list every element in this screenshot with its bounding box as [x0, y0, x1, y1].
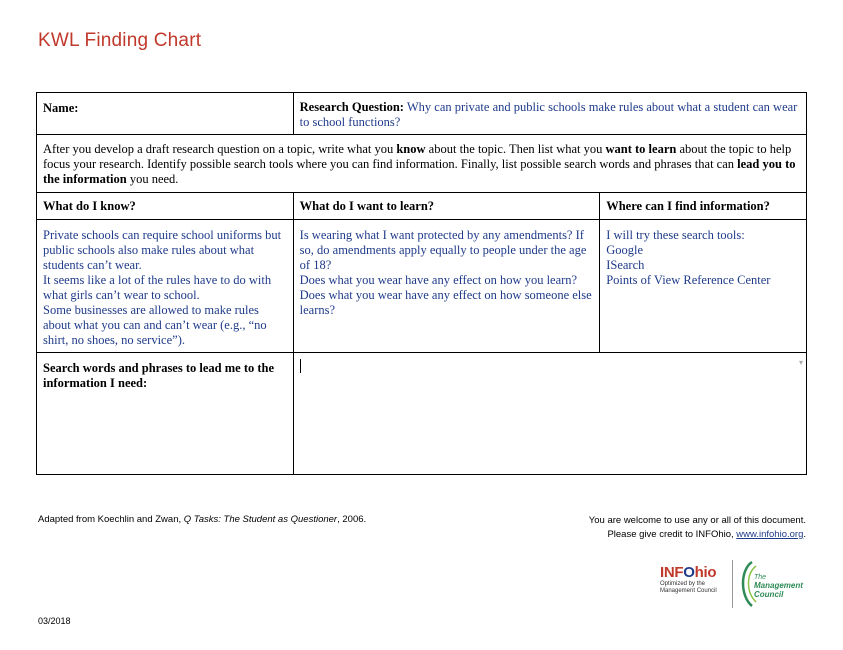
credit-period: .	[803, 529, 806, 540]
know-cell[interactable]	[37, 220, 294, 353]
kwl-table	[36, 92, 807, 475]
header-want	[293, 193, 600, 220]
instructions-bold-know: know	[396, 142, 426, 156]
where-line: Google	[606, 243, 644, 257]
name-label: Name:	[43, 101, 79, 115]
want-line: Is wearing what I want protected by any amendments? If so, do amendments apply equally to people under the age of 18?	[299, 228, 587, 272]
document-title: KWL Finding Chart	[38, 30, 202, 51]
infohio-word-o: O	[683, 564, 695, 581]
credit-text: Please give credit to INFOhio,	[607, 529, 737, 540]
mc-line-1: The	[754, 574, 767, 581]
know-line: It seems like a lot of the rules have to do with what girls can’t wear to school.	[43, 273, 272, 302]
research-question-cell[interactable]	[293, 93, 806, 135]
adapted-suffix: , 2006.	[337, 514, 367, 525]
welcome-text: You are welcome to use any or all of this document.	[588, 515, 806, 526]
usage-note	[589, 514, 806, 542]
instructions-row	[37, 135, 807, 193]
instructions-text-1: After you develop a draft research question on a topic, write what you	[43, 142, 397, 156]
header-row	[37, 93, 807, 135]
header-want-label: What do I want to learn?	[299, 199, 435, 213]
know-line: Private schools can require school uniforms but public schools also make rules about what students can’t wear.	[43, 228, 282, 272]
where-line: Points of View Reference Center	[606, 273, 771, 287]
infohio-logo	[660, 564, 730, 595]
want-line: Does what you wear have any effect on how someone else learns?	[299, 288, 592, 317]
where-cell[interactable]	[600, 220, 807, 353]
want-line: Does what you wear have any effect on how you learn?	[299, 273, 578, 287]
infohio-tagline-2: Management Council	[660, 588, 717, 594]
infohio-link[interactable]: www.infohio.org	[736, 529, 804, 540]
management-council-logo	[738, 560, 810, 608]
search-row	[37, 353, 807, 475]
search-label-cell	[37, 353, 294, 475]
where-line: ISearch	[606, 258, 645, 272]
column-headers-row	[37, 193, 807, 220]
instructions-bold-want: want to learn	[605, 142, 677, 156]
adapted-book-title: Q Tasks: The Student as Questioner	[183, 514, 338, 525]
infohio-tagline-1: Optimized by the	[660, 581, 706, 587]
mc-line-3: Council	[754, 590, 784, 599]
instructions-bold-lead: lead you to the information	[43, 157, 796, 186]
instructions-text-4: you need.	[126, 172, 179, 186]
content-row	[37, 220, 807, 353]
search-label: Search words and phrases to lead me to the information I need:	[43, 361, 275, 390]
header-where	[600, 193, 807, 220]
cell-resize-icon[interactable]: ▾	[798, 358, 803, 367]
document-date: 03/2018	[38, 616, 71, 626]
want-cell[interactable]	[293, 220, 600, 353]
research-question-text: Why can private and public schools make rules about what a student can wear to school functions?	[299, 100, 798, 129]
where-line: I will try these search tools:	[606, 228, 745, 242]
infohio-word-b: hio	[694, 564, 717, 581]
header-know-label: What do I know?	[43, 199, 136, 213]
text-cursor	[300, 359, 301, 373]
name-cell[interactable]	[37, 93, 294, 135]
header-where-label: Where can I find information?	[606, 199, 770, 213]
search-words-input[interactable]	[293, 353, 806, 475]
instructions-text-3: about the topic to help focus your research. Identify possible search tools where you can find information. Finally, list possible search words and phrases that can	[43, 142, 792, 171]
mc-line-2: Management	[754, 581, 803, 590]
instructions-cell	[37, 135, 807, 193]
logos	[660, 560, 810, 610]
credit-line	[589, 528, 806, 542]
header-know	[37, 193, 294, 220]
adapted-prefix: Adapted from Koechlin and Zwan,	[38, 514, 184, 525]
know-line: Some businesses are allowed to make rules about what you can and can’t wear (e.g., “no shirt, no shoes, no service”).	[43, 303, 267, 347]
logo-divider	[732, 560, 733, 608]
adapted-credit	[38, 514, 366, 525]
infohio-word-a: INF	[660, 564, 684, 581]
instructions-text-2: about the topic. Then list what you	[425, 142, 606, 156]
research-question-label: Research Question:	[299, 100, 404, 114]
